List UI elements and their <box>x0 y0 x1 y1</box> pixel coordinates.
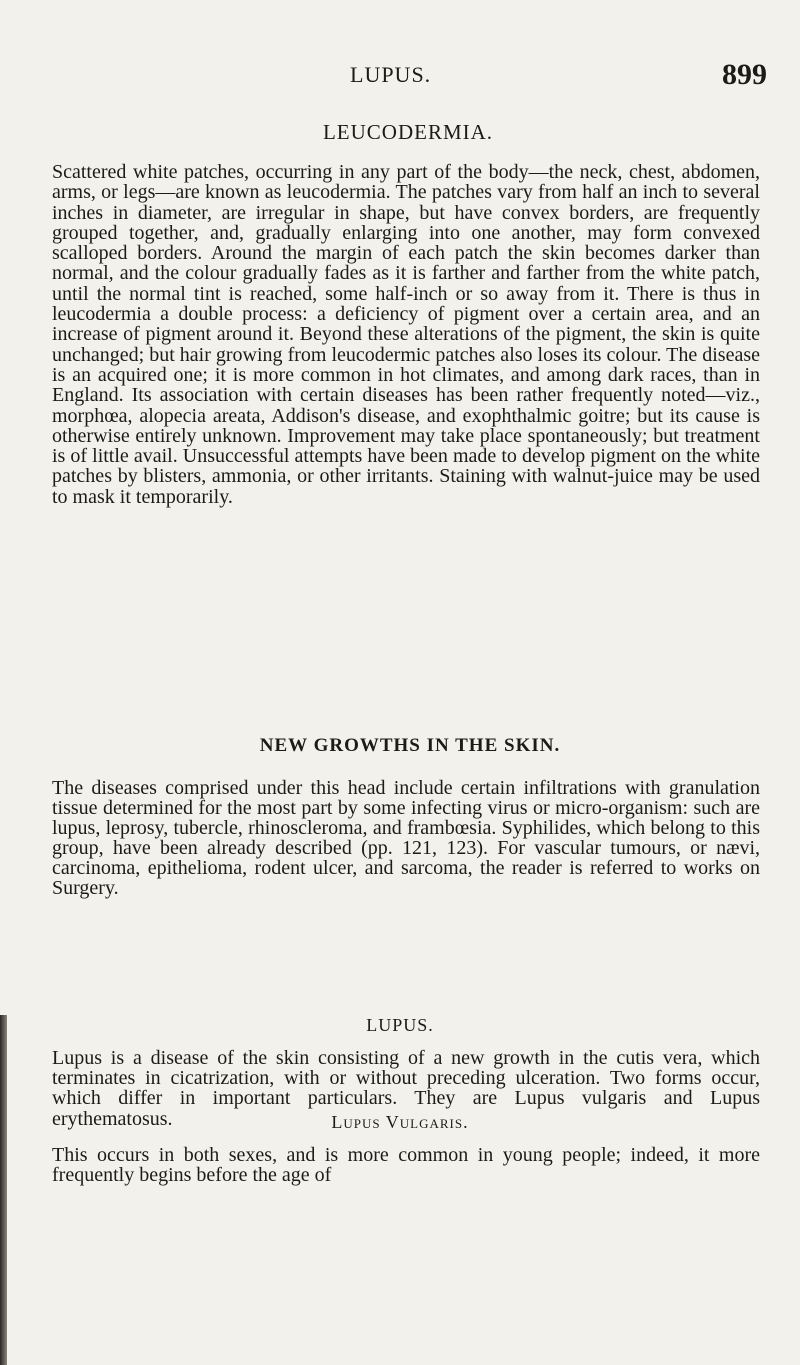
running-header <box>0 58 800 90</box>
running-head-title: LUPUS. <box>350 62 432 87</box>
section-heading-leucodermia: LEUCODERMIA. <box>322 120 494 144</box>
paragraph-leucodermia: Scattered white patches, occurring in any part of the body—the neck, chest, abdomen, arms, or legs—are known as leucodermia. The patches vary from half an inch to several inches in diameter, are irregular in shape, but have convex borders, are frequently grouped together, and, gradually enlarging into one another, may form convexed scalloped borders. Around the margin of each patch the skin becomes darker than normal, and the colour gradually fades as it is farther and farther from the white patch, until the normal tint is reached, some half-inch or so away from it. There is thus in leucodermia a double process: a deficiency of pigment over a certain area, and an increase of pigment around it. Beyond these alterations of the pigment, the skin is quite unchanged; but hair growing from leucodermic patches also loses its colour. The disease is an acquired one; it is more common in hot climates, and among dark races, than in England. Its association with certain diseases has been rather frequently noted—viz., morphœa, alopecia areata, Addison's disease, and exophthalmic goitre; but its cause is otherwise entirely unknown. Improvement may take place spontaneously; but treatment is of little avail. Unsuccessful attempts have been made to develop pigment on the white patches by blisters, ammonia, or other irritants. Staining with walnut-juice may be used to mask it temporarily. <box>52 161 760 508</box>
section-heading-lupus: LUPUS. <box>366 1015 434 1035</box>
paragraph-lupus: Lupus is a disease of the skin consisting of a new growth in the cutis vera, which terminates in cicatrization, with or without preceding ulceration. Two forms occur, which differ in important particulars. They are Lupus vulgaris and Lupus erythematosus. <box>52 1047 760 1130</box>
subsection-heading-lupus-vulgaris: Lupus Vulgaris. <box>331 1112 469 1132</box>
paragraph-new-growths: The diseases comprised under this head include certain infiltrations with granulation tissue determined for the most part by some infecting virus or micro-organism: such are lupus, leprosy, tubercle, rhinoscleroma, and frambœsia. Syphilides, which belong to this group, have been already described (pp. 121, 123). For vascular tumours, or nævi, carcinoma, epithelioma, rodent ulcer, and sarcoma, the reader is referred to works on Surgery. <box>52 777 760 900</box>
paragraph-lupus-vulgaris: This occurs in both sexes, and is more common in young people; indeed, it more frequently begins before the age of <box>52 1144 760 1187</box>
page-number: 899 <box>722 58 767 91</box>
section-heading-new-growths: NEW GROWTHS IN THE SKIN. <box>259 735 561 756</box>
page-binding-edge <box>0 1015 7 1365</box>
